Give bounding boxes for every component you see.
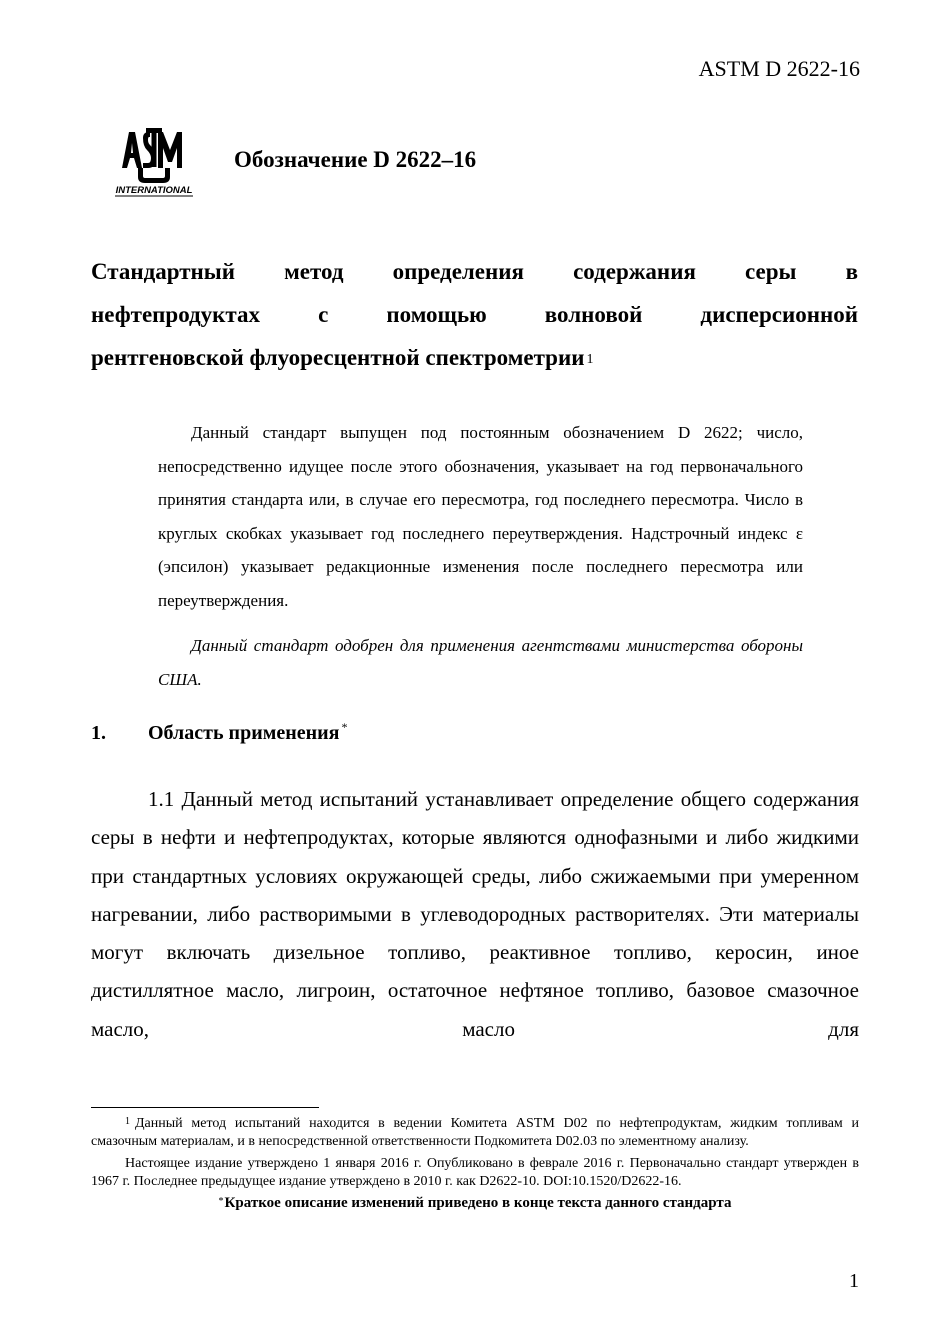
document-code: ASTM D 2622-16 [698,56,860,81]
standard-notice [158,416,803,696]
designation-heading: Обозначение D 2622–16 [234,147,477,172]
logo-subtitle: INTERNATIONAL [115,185,193,196]
section-1-heading [91,722,348,745]
title-line-1: Стандартный метод определения содержания серы в [91,259,858,284]
edition-note: Настоящее издание утверждено 1 января 2016 г. Опубликовано в феврале 2016 г. Первоначально стандарт утвержден в 1967 г. Последнее предыдущее издание утверждено в 2010 г. как D2622-10. DOI:10.1520/D2622-16. [91,1156,859,1189]
section-1-body [91,780,859,1048]
section-mark: * [341,720,348,734]
astm-logo-icon [112,128,196,198]
section-number: 1. [91,722,106,744]
footnotes [91,1115,859,1218]
section-title: Область применения [148,722,340,744]
footnote-1: $^1$ Данный метод испытаний находится в ведении Комитета ASTM D02 по нефтепродуктам, жидким топливам и смазочным материалам, и в непосредственной ответственности Подкомитета D02.03 по элементному анализу. [91,1116,859,1149]
notice-paragraph: Данный стандарт выпущен под постоянным обозначением D 2622; число, непосредственно идущее после этого обозначения, указывает на год первоначального принятия стандарта или, в случае его пересмотра, год последнего пересмотра. Число в круглых скобках указывает год последнего переутверждения. Надстрочный индекс ε (эпсилон) указывает редакционные изменения после последнего пересмотра или переутверждения. [158,423,803,610]
changes-note: *Краткое описание изменений приведено в конце текста данного стандарта [218,1195,732,1211]
page-number: 1 [849,1270,859,1292]
footnote-divider [91,1107,319,1108]
dod-approval-note: Данный стандарт одобрен для применения агентствами министерства обороны США. [158,636,803,689]
document-title [91,250,858,379]
title-footnote-mark: 1 [586,352,594,367]
astm-logo [112,128,196,198]
paragraph-1-1: 1.1 Данный метод испытаний устанавливает определение общего содержания серы в нефти и нефтепродуктах, которые являются однофазными и либо жидкими при стандартных условиях окружающей среды, либо сжижаемыми при умеренном нагревании, либо растворимыми в углеводородных растворителях. Эти материалы могут включать дизельное топливо, реактивное топливо, керосин, иное дистиллятное масло, лигроин, остаточное нефтяное топливо, базовое смазочное масло, масло для [91,787,859,1041]
title-line-2: нефтепродуктах с помощью волновой дисперсионной [91,302,858,327]
title-line-3: рентгеновской флуоресцентной спектрометрии $^1$ [91,345,594,370]
